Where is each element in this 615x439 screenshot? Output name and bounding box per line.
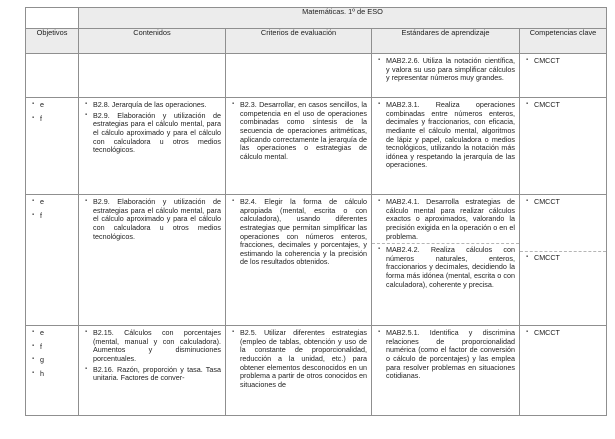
criterios-cell (226, 98, 372, 195)
curriculum-table (25, 7, 607, 416)
objetivo-item: ▪ e (32, 198, 74, 207)
criterios-cell (226, 326, 372, 416)
header-competencias: Competencias clave (520, 29, 607, 54)
estandares-cell (372, 54, 520, 98)
criterio-item: ▪ B2.5. Utilizar diferentes estrategias (empleo de tablas, obtención y uso de la constante de proporcionalidad, reducción a la unidad, etc.) para obtener elementos desconocidos en un problema a partir de otros conocidos en situaciones de (232, 329, 367, 389)
contenido-item: ▪ B2.16. Razón, proporción y tasa. Tasa unitaria. Factores de conver- (85, 366, 221, 383)
objetivos-cell (26, 54, 79, 98)
table-row (26, 326, 607, 416)
estandar-item: ▪ MAB2.2.6. Utiliza la notación científica, y valora su uso para simplificar cálculos y representar números muy grandes. (378, 57, 515, 83)
estandar-item: ▪ MAB2.4.2. Realiza cálculos con números naturales, enteros, fraccionarios y decimales, decidiendo la forma más idónea (mental, escrita o con calculadora), coherente y precisa. (378, 246, 515, 289)
estandar-item: ▪ MAB2.3.1. Realiza operaciones combinadas entre números enteros, decimales y fraccionarios, con eficacia, mediante el cálculo mental, algoritmos de lápiz y papel, calculadora o medios tecnológicos, utilizando la notación más idónea y respetando la jerarquía de las operaciones. (378, 101, 515, 170)
row-divider (372, 243, 519, 244)
objetivos-cell (26, 326, 79, 416)
criterios-cell (226, 54, 372, 98)
contenidos-cell (79, 54, 226, 98)
objetivo-item: ▪ f (32, 115, 74, 124)
competencias-cell (520, 326, 607, 416)
contenido-item: ▪ B2.9. Elaboración y utilización de estrategias para el cálculo mental, para el cálculo aproximado y para el cálculo con calculadora u otros medios tecnológicos. (85, 198, 221, 241)
competencias-cell (520, 195, 607, 326)
contenido-item: ▪ B2.9. Elaboración y utilización de estrategias para el cálculo mental, para el cálculo aproximado y para el cálculo con calculadora u otros medios tecnológicos. (85, 112, 221, 155)
competencia-item: ▪ CMCCT (526, 198, 602, 249)
objetivo-item: ▪ e (32, 329, 74, 338)
row-divider (520, 251, 606, 252)
estandar-item: ▪ MAB2.4.1. Desarrolla estrategias de cálculo mental para realizar cálculos exactos o aproximados, valorando la precisión exigida en la operación o en el problema. (378, 198, 515, 241)
objetivos-cell (26, 98, 79, 195)
estandares-cell (372, 195, 520, 326)
criterio-item: ▪ B2.4. Elegir la forma de cálculo apropiada (mental, escrita o con calculadora), usando diferentes estrategias que permitan simplificar las operaciones con números enteros, fracciones, decimales y porcentajes, y estimando la coherencia y la precisión de los resultados obtenidos. (232, 198, 367, 267)
table-title: Matemáticas. 1º de ESO (79, 8, 607, 29)
objetivo-item: ▪ f (32, 212, 74, 221)
objetivo-item: ▪ h (32, 370, 74, 379)
table-row (26, 98, 607, 195)
competencia-item: ▪ CMCCT (526, 101, 602, 110)
objetivo-item: ▪ g (32, 356, 74, 365)
estandares-cell (372, 98, 520, 195)
objetivo-item: ▪ f (32, 343, 74, 352)
contenidos-cell (79, 326, 226, 416)
header-contenidos: Contenidos (79, 29, 226, 54)
table-row (26, 54, 607, 98)
header-estandares: Estándares de aprendizaje (372, 29, 520, 54)
objetivo-item: ▪ e (32, 101, 74, 110)
estandar-item: ▪ MAB2.5.1. Identifica y discrimina relaciones de proporcionalidad numérica (como el factor de conversión o cálculo de porcentajes) y las emplea para resolver problemas en situaciones cotidianas. (378, 329, 515, 381)
objetivos-cell (26, 195, 79, 326)
competencia-item: ▪ CMCCT (526, 57, 602, 66)
header-objetivos: Objetivos (26, 29, 79, 54)
competencia-item: ▪ CMCCT (526, 254, 602, 263)
table-row (26, 195, 607, 326)
contenido-item: ▪ B2.15. Cálculos con porcentajes (mental, manual y con calculadora). Aumentos y disminuciones porcentuales. (85, 329, 221, 364)
criterio-item: ▪ B2.3. Desarrollar, en casos sencillos, la competencia en el uso de operaciones combinadas como síntesis de la secuencia de operaciones aritméticas, aplicando correctamente la jerarquía de las operaciones o estrategias de cálculo mental. (232, 101, 367, 161)
header-criterios: Criterios de evaluación (226, 29, 372, 54)
competencias-cell (520, 54, 607, 98)
empty-corner-cell (26, 8, 79, 29)
contenidos-cell (79, 98, 226, 195)
contenidos-cell (79, 195, 226, 326)
contenido-item: ▪ B2.8. Jerarquía de las operaciones. (85, 101, 221, 110)
criterios-cell (226, 195, 372, 326)
competencias-cell (520, 98, 607, 195)
competencia-item: ▪ CMCCT (526, 329, 602, 338)
estandares-cell (372, 326, 520, 416)
